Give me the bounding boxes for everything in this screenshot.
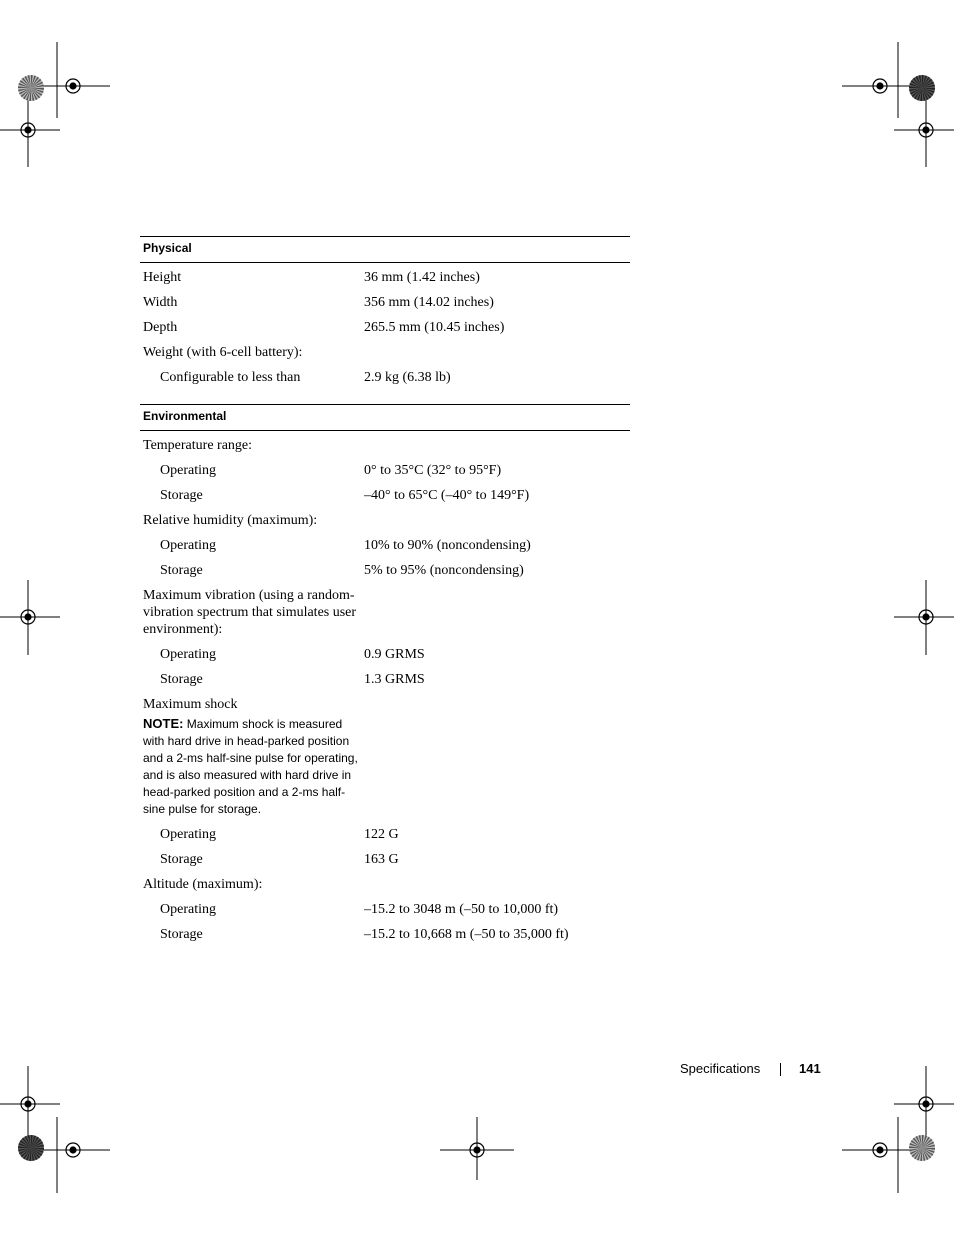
page-footer (680, 1061, 820, 1081)
spec-label (140, 269, 364, 286)
spec-label (140, 671, 364, 688)
spec-label-text: Relative humidity (maximum): (143, 513, 318, 528)
spec-label-text: Operating (160, 463, 216, 478)
spec-label-text: Depth (143, 320, 178, 335)
starburst-mark-icon (909, 1135, 935, 1161)
spec-value: 265.5 mm (10.45 inches) (364, 320, 505, 335)
specifications-table (140, 236, 630, 947)
spec-value: 122 G (364, 827, 399, 842)
spec-value: 2.9 kg (6.38 lb) (364, 370, 451, 385)
spec-label-text: Operating (160, 647, 216, 662)
spec-label-text: Maximum vibration (using a random-vibration spectrum that simulates user environment): (143, 588, 357, 637)
spec-label-text: Temperature range: (143, 438, 253, 453)
spec-label (140, 826, 364, 843)
starburst-mark-icon (909, 75, 935, 101)
spec-label (140, 462, 364, 479)
spec-value: 356 mm (14.02 inches) (364, 295, 494, 310)
spec-row (140, 508, 630, 533)
spec-row (140, 315, 630, 340)
spec-label (140, 926, 364, 943)
spec-label-text: Storage (160, 563, 203, 578)
spec-label-text: Weight (with 6-cell battery): (143, 345, 303, 360)
spec-label (140, 319, 364, 336)
spec-value (364, 876, 630, 893)
spec-row (140, 483, 630, 508)
spec-label-text: Storage (160, 927, 203, 942)
spec-label (140, 696, 364, 818)
spec-label (140, 344, 364, 361)
spec-value (364, 344, 630, 361)
spec-value: 0.9 GRMS (364, 647, 425, 662)
spec-row (140, 822, 630, 847)
spec-row (140, 365, 630, 390)
spec-label (140, 369, 364, 386)
spec-row (140, 583, 630, 642)
spec-label-text: Width (143, 295, 178, 310)
spec-row (140, 847, 630, 872)
spec-value: 1.3 GRMS (364, 672, 425, 687)
spec-value (364, 696, 630, 818)
spec-label (140, 437, 364, 454)
spec-label-text: Operating (160, 827, 216, 842)
spec-row (140, 458, 630, 483)
spec-value: 5% to 95% (noncondensing) (364, 563, 524, 578)
spec-label (140, 587, 364, 638)
spec-label-text: Operating (160, 902, 216, 917)
spec-label-text: Storage (160, 672, 203, 687)
spec-label (140, 487, 364, 504)
spec-label (140, 562, 364, 579)
spec-row (140, 667, 630, 692)
spec-value: 10% to 90% (noncondensing) (364, 538, 531, 553)
spec-row (140, 290, 630, 315)
footer-divider (780, 1063, 781, 1076)
note-prefix: NOTE: (143, 716, 184, 731)
starburst-mark-icon (18, 75, 44, 101)
spec-row (140, 872, 630, 897)
spec-label-text: Altitude (maximum): (143, 877, 263, 892)
spec-value: –40° to 65°C (–40° to 149°F) (364, 488, 530, 503)
spec-row (140, 642, 630, 667)
spec-label (140, 876, 364, 893)
spec-row (140, 558, 630, 583)
starburst-mark-icon (18, 1135, 44, 1161)
section-spacer (140, 390, 630, 404)
spec-row (140, 265, 630, 290)
spec-label (140, 851, 364, 868)
spec-label-text: Operating (160, 538, 216, 553)
section-heading: Environmental (140, 404, 630, 431)
spec-label (140, 294, 364, 311)
spec-value (364, 587, 630, 638)
spec-value: –15.2 to 3048 m (–50 to 10,000 ft) (364, 902, 559, 917)
spec-value: 163 G (364, 852, 399, 867)
spec-value (364, 437, 630, 454)
spec-label-text: Height (143, 270, 182, 285)
spec-label (140, 537, 364, 554)
spec-row (140, 897, 630, 922)
spec-value: 36 mm (1.42 inches) (364, 270, 480, 285)
spec-row (140, 533, 630, 558)
page-number: 141 (799, 1061, 821, 1076)
footer-section-title: Specifications (680, 1061, 761, 1076)
spec-label-text: Configurable to less than (160, 370, 301, 385)
spec-label-text: Storage (160, 488, 203, 503)
spec-label (140, 646, 364, 663)
spec-row (140, 340, 630, 365)
spec-row (140, 922, 630, 947)
spec-label (140, 512, 364, 529)
shock-note (143, 715, 364, 818)
section-heading: Physical (140, 236, 630, 263)
spec-label (140, 901, 364, 918)
note-text: Maximum shock is measured with hard drive in head-parked position and a 2-ms half-sine pulse for operating, and is also measured with hard drive in head-parked position and a 2-ms half-sine pulse for storage. (143, 717, 358, 816)
spec-row (140, 692, 630, 822)
spec-value (364, 512, 630, 529)
spec-label-text: Maximum shock (143, 697, 238, 712)
spec-value: 0° to 35°C (32° to 95°F) (364, 463, 502, 478)
spec-label-text: Storage (160, 852, 203, 867)
spec-value: –15.2 to 10,668 m (–50 to 35,000 ft) (364, 927, 569, 942)
spec-row (140, 433, 630, 458)
